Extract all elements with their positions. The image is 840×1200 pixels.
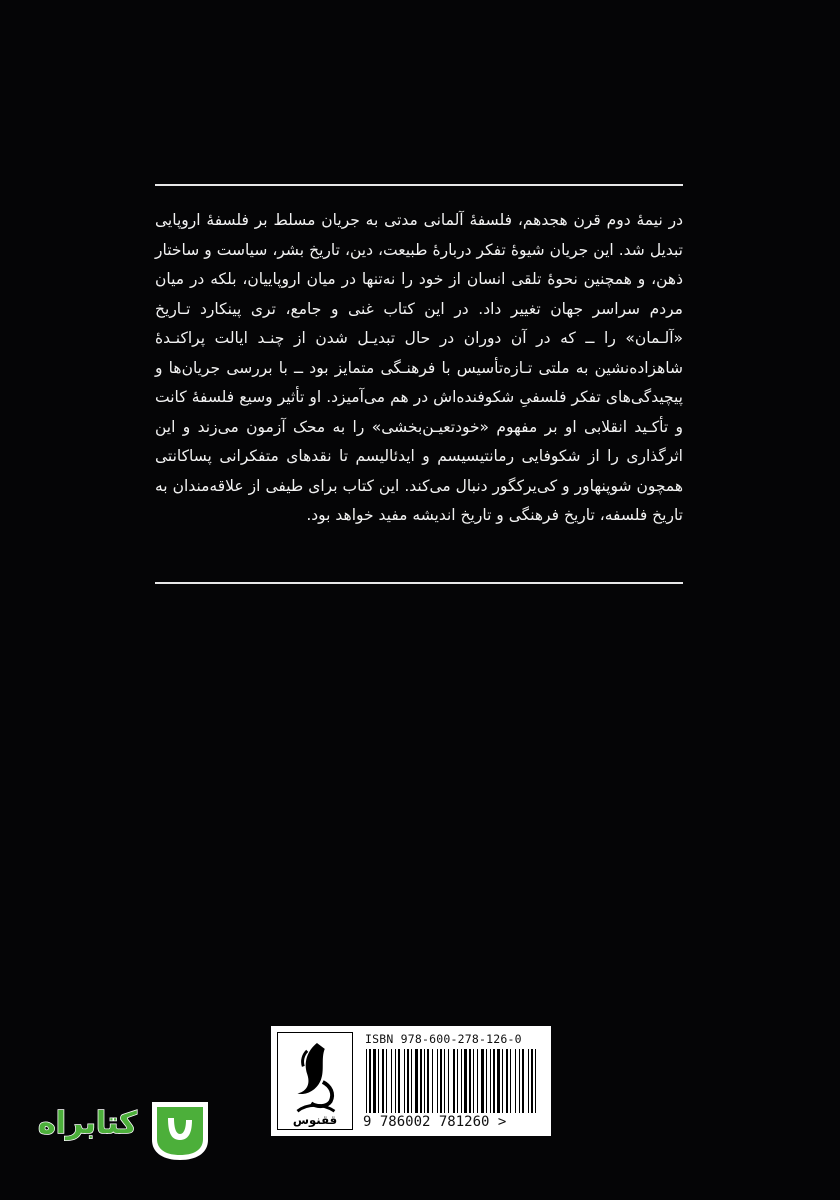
isbn-label: ISBN 978-600-278-126-0 [365, 1032, 522, 1046]
barcode-panel [271, 1026, 551, 1136]
barcode-bars [365, 1049, 541, 1113]
book-shield-icon [146, 1096, 214, 1164]
kitabrah-watermark [38, 1094, 218, 1166]
watermark-text: کتابراه [38, 1106, 137, 1141]
publisher-logo [277, 1032, 353, 1130]
publisher-name: ققنوس [292, 1112, 338, 1127]
ean-digits: 9 786002 781260 > [363, 1114, 507, 1130]
book-description: در نیمهٔ دوم قرن هجدهم، فلسفهٔ آلمانی مدتی به جریان مسلط بر فلسفهٔ اروپایی تبدیل شد. این جریان شیوهٔ تفکر دربارهٔ طبیعت، دین، تاریخ بشر، سیاست و ساختار ذهن، و همچنین نحوهٔ تلقی انسان از خود را نه‌تنها در میان اروپاییان، بلکه در میان مردم سراسر جهان تغییر داد. در این کتاب غنی و جامع، تری پینکارد تـاریخ «آلـمان» را ــ که در آن دوران در حال تبدیـل شدن از چنـد ایالت پراکنـدهٔ شاهزاده‌نشین به ملتی تـازه‌تأسیس با فرهنـگی متمایز بود ــ با بررسی جریان‌ها و پیچیدگی‌های تفکر فلسفیِ شکوفنده‌اش در هم می‌آمیزد. او تأثیر وسیع فلسفهٔ کانت و تأکـید انقلابی او بر مفهوم «خودتعیـن‌بخشی» را به محک آزمون می‌زند و این اثرگذاری را از شکوفایی رمانتیسیسم و ایدئالیسم تا نقدهای متفکرانی پساکانتی همچون شوپنهاور و کی‌یرکگور دنبال می‌کند. این کتاب برای طیفی از علاقه‌مندان به تاریخ فلسفه، تاریخ فرهنگی و تاریخ اندیشه مفید خواهد بود. [155, 211, 683, 524]
phoenix-bird-icon [278, 1033, 352, 1129]
bottom-rule [155, 582, 683, 584]
top-rule [155, 184, 683, 186]
